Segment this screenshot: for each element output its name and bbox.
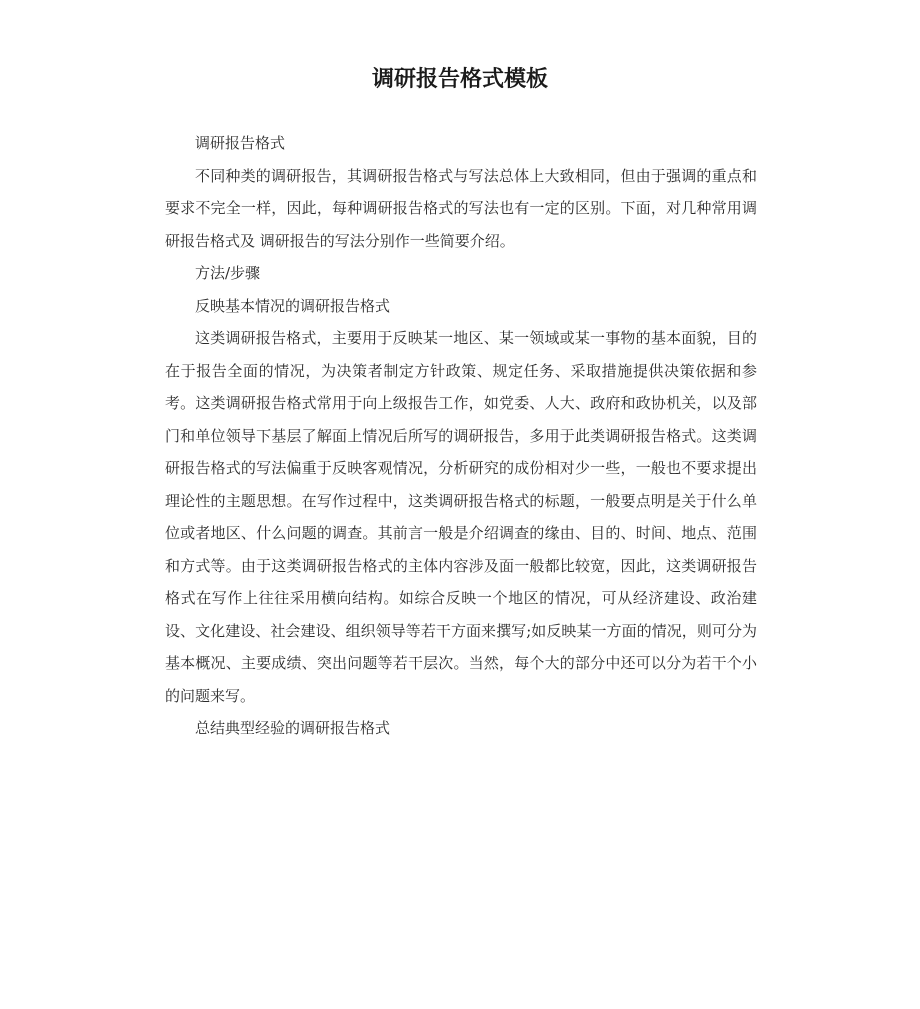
section-heading-method: 方法/步骤 <box>195 264 261 282</box>
section-heading-typical-experience: 总结典型经验的调研报告格式 <box>195 719 391 737</box>
intro-paragraph: 不同种类的调研报告，其调研报告格式与写法总体上大致相同，但由于强调的重点和要求不完全一样，因此，每种调研报告格式的写法也有一定的区别。下面，对几种常用调研报告格式及 调研报告的写法分别作一些简要介绍。 <box>165 166 757 250</box>
basic-situation-paragraph: 这类调研报告格式，主要用于反映某一地区、某一领域或某一事物的基本面貌，目的在于报告全面的情况，为决策者制定方针政策、规定任务、采取措施提供决策依据和参考。这类调研报告格式常用于向上级报告工作，如党委、人大、政府和政协机关，以及部门和单位领导下基层了解面上情况后所写的调研报告，多用于此类调研报告格式。这类调研报告格式的写法偏重于反映客观情况，分析研究的成份相对少一些，一般也不要求提出理论性的主题思想。在写作过程中，这类调研报告格式的标题，一般要点明是关于什么单位或者地区、什么问题的调查。其前言一般是介绍调查的缘由、目的、时间、地点、范围和方式等。由于这类调研报告格式的主体内容涉及面一般都比较宽，因此，这类调研报告格式在写作上往往采用横向结构。如综合反映一个地区的情况，可从经济建设、政治建设、文化建设、社会建设、组织领导等若干方面来撰写;如反映某一方面的情况，则可分为基本概况、主要成绩、突出问题等若干层次。当然，每个大的部分中还可以分为若干个小的问题来写。 <box>165 329 757 705</box>
document-body <box>165 127 757 745</box>
section-heading-basic-situation: 反映基本情况的调研报告格式 <box>195 296 391 315</box>
document-title: 调研报告格式模板 <box>371 67 548 92</box>
section-heading-format: 调研报告格式 <box>195 134 286 152</box>
